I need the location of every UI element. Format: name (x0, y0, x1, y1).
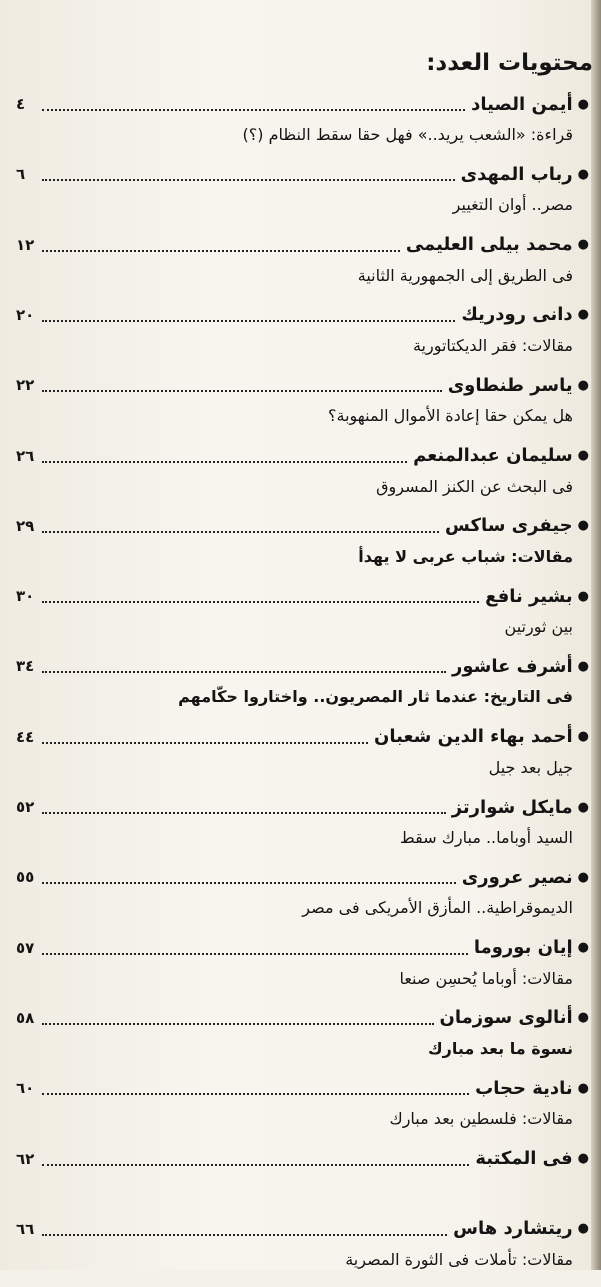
author-row (16, 936, 589, 960)
dot-leader (42, 812, 446, 814)
author-row (16, 162, 589, 186)
page-number: ٢٩ (16, 516, 35, 535)
dot-leader (42, 953, 468, 955)
article-title: مقالات: فقر الديكتاتورية (412, 335, 573, 355)
toc-entry (16, 444, 589, 514)
toc-entry (16, 865, 589, 935)
author-name: ريتشارد هاس (453, 1218, 573, 1240)
article-title: هل يمكن حقا إعادة الأموال المنهوبة؟ (328, 406, 573, 426)
bullet-icon: ● (577, 448, 589, 463)
dot-leader (42, 882, 456, 884)
bullet-icon: ● (577, 166, 589, 182)
bullet-icon: ● (577, 799, 589, 815)
article-title: مصر.. أوان التغيير (452, 195, 573, 215)
page-number: ٦٠ (16, 1079, 35, 1098)
article-title: فى الطريق إلى الجمهورية الثانية (357, 265, 573, 285)
page-number: ٢٢ (16, 376, 35, 395)
author-row (16, 233, 589, 257)
dot-leader (42, 742, 368, 744)
article-title: بين ثورتين (504, 617, 573, 637)
author-name: مايكل شوارتز (451, 796, 573, 818)
article-title: فى البحث عن الكنز المسروق (376, 476, 573, 496)
page-number: ٦٦ (16, 1219, 35, 1238)
author-row (16, 584, 589, 608)
bullet-icon: ● (577, 729, 589, 745)
article-title: فى التاريخ: عندما ثار المصريون.. واختاروا حكّامهم (178, 687, 573, 707)
author-row (16, 1217, 589, 1241)
dot-leader (42, 179, 455, 181)
dot-leader (42, 461, 407, 463)
article-title: الديموقراطية.. المأزق الأمريكى فى مصر (302, 898, 573, 918)
author-row (16, 1076, 589, 1100)
author-row (16, 514, 589, 538)
dot-leader (42, 390, 442, 392)
bullet-icon: ● (577, 1080, 589, 1096)
article-title: قراءة: «الشعب يريد..» فهل حقا سقط النظام (؟) (242, 125, 573, 144)
toc-entry (16, 936, 589, 1006)
author-name: سليمان عبدالمنعم (413, 445, 573, 466)
dot-leader (42, 1164, 469, 1166)
dot-leader (42, 601, 479, 603)
author-name: نادية حجاب (475, 1077, 573, 1099)
author-row (16, 865, 589, 889)
author-row (16, 1006, 589, 1030)
page-number: ٢٦ (16, 446, 35, 465)
article-title: مقالات: تأملات فى الثورة المصرية (345, 1249, 573, 1269)
dot-leader (42, 1093, 469, 1095)
toc-entry (16, 514, 589, 584)
author-row (16, 92, 589, 116)
bullet-icon: ● (577, 307, 589, 323)
dot-leader (42, 671, 446, 673)
bullet-icon: ● (577, 869, 589, 885)
toc-entry (16, 1076, 589, 1146)
author-name: محمد بيلى العليمى (405, 234, 573, 256)
toc-entry (16, 725, 589, 795)
bullet-icon: ● (577, 1151, 589, 1166)
author-name: أنالوى سوزمان (439, 1007, 573, 1029)
dot-leader (42, 320, 455, 322)
author-row (16, 303, 589, 327)
author-row (16, 725, 589, 749)
bullet-icon: ● (577, 96, 589, 112)
bullet-icon: ● (577, 377, 589, 393)
dot-leader (42, 1234, 447, 1236)
toc-entry (16, 1217, 589, 1287)
bullet-icon: ● (577, 940, 589, 956)
page-number: ٣٤ (16, 657, 35, 676)
page-number: ٦ (16, 165, 26, 184)
bullet-icon: ● (577, 1221, 589, 1237)
bullet-icon: ● (577, 1010, 589, 1026)
page-number: ٥٥ (16, 868, 35, 887)
page-number: ٥٢ (16, 798, 35, 816)
author-name: إيان بوروما (473, 937, 573, 959)
page-number: ٥٨ (16, 1008, 35, 1027)
bullet-icon: ● (577, 237, 589, 253)
page-number: ٢٠ (16, 305, 35, 324)
toc-entry (16, 1006, 589, 1076)
author-name: جيفرى ساكس (445, 515, 573, 537)
bullet-icon: ● (577, 518, 589, 534)
page-edge-shadow (591, 0, 601, 1270)
author-row (16, 795, 589, 819)
toc-entry (16, 92, 589, 162)
author-name: رباب المهدى (460, 163, 573, 185)
dot-leader (42, 250, 400, 252)
toc-entry (16, 1147, 589, 1217)
page-number: ٣٠ (16, 587, 35, 606)
toc-entry (16, 654, 589, 724)
toc-entry (16, 795, 589, 865)
page-number: ٤ (16, 95, 26, 113)
toc-entry (16, 162, 589, 232)
author-name: نصير عرورى (461, 866, 573, 888)
bullet-icon: ● (577, 588, 589, 604)
author-name: أيمن الصياد (471, 93, 573, 115)
article-title: نسوة ما بعد مبارك (428, 1038, 573, 1058)
dot-leader (42, 109, 465, 111)
page-number: ١٢ (16, 235, 35, 254)
dot-leader (42, 1023, 434, 1025)
author-name: دانى رودريك (461, 304, 573, 326)
author-name: بشير نافع (485, 585, 573, 607)
article-title: مقالات: شباب عربى لا يهدأ (358, 546, 573, 566)
author-row (16, 373, 589, 397)
toc-entry (16, 233, 589, 303)
author-row (16, 654, 589, 678)
article-title: مقالات: أوباما يُحسِن صنعا (399, 968, 573, 988)
toc-entry (16, 373, 589, 443)
toc-entry (16, 303, 589, 373)
dot-leader (42, 531, 439, 533)
bullet-icon: ● (577, 658, 589, 674)
article-title: جيل بعد جيل (488, 757, 573, 777)
page-number: ٥٧ (16, 938, 35, 957)
author-row (16, 444, 589, 468)
author-name: أحمد بهاء الدين شعبان (374, 726, 573, 748)
contents-heading: محتويات العدد: (426, 50, 593, 76)
author-name: أشرف عاشور (452, 655, 573, 677)
toc-entry (16, 584, 589, 654)
page-number: ٤٤ (16, 727, 35, 746)
article-title: السيد أوباما.. مبارك سقط (399, 828, 573, 847)
author-row (16, 1147, 589, 1171)
article-title: مقالات: فلسطين بعد مبارك (389, 1109, 573, 1129)
author-name: ياسر طنطاوى (447, 374, 573, 396)
page-number: ٦٢ (16, 1149, 35, 1168)
author-name: فى المكتبة (475, 1148, 573, 1169)
